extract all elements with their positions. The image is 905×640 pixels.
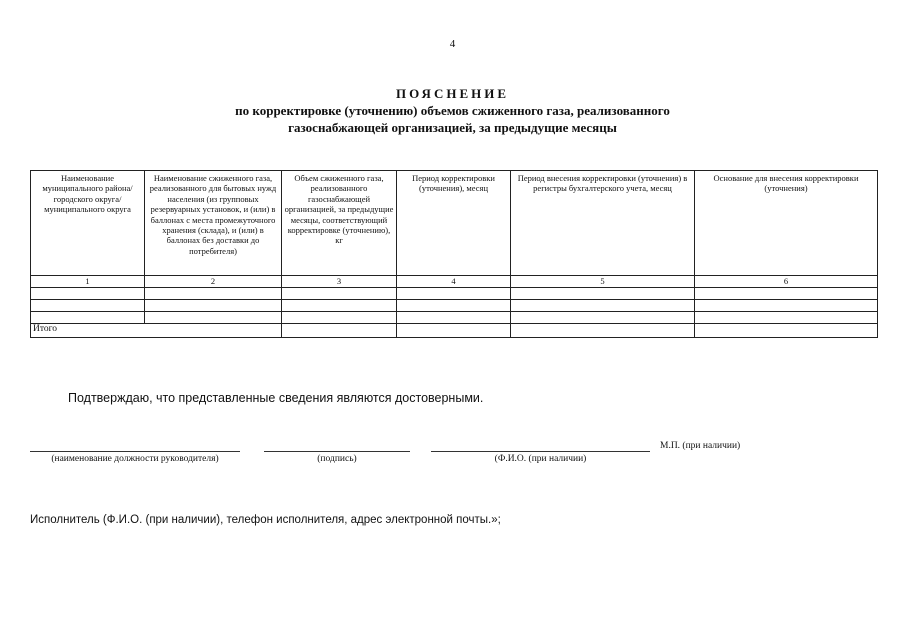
table-cell[interactable]	[145, 300, 282, 312]
total-label: Итого	[31, 324, 282, 338]
header-accounting-period: Период внесения корректировки (уточнения) в регистры бухгалтерского учета, месяц	[511, 171, 695, 276]
table-cell[interactable]	[282, 324, 397, 338]
stamp-label: М.П. (при наличии)	[660, 441, 741, 451]
header-correction-period: Период корректировки (уточнения), месяц	[397, 171, 511, 276]
table-cell[interactable]	[695, 324, 878, 338]
title-line-2: газоснабжающей организацией, за предыдущие месяцы	[288, 120, 617, 135]
column-number: 6	[695, 276, 878, 288]
header-row	[31, 171, 878, 276]
table-cell[interactable]	[397, 288, 511, 300]
header-basis: Основание для внесения корректировки (уточнения)	[695, 171, 878, 276]
table-cell[interactable]	[695, 312, 878, 324]
column-number: 5	[511, 276, 695, 288]
header-gas-name: Наименование сжиженного газа, реализованного для бытовых нужд населения (из групповых резервуарных установок, и (или) в баллонах с места промежуточного хранения (склада), и (или) в баллонах без доставки до потребителя)	[145, 171, 282, 276]
table-cell[interactable]	[282, 300, 397, 312]
document-title	[0, 86, 905, 136]
table-cell[interactable]	[282, 288, 397, 300]
column-number-row	[31, 276, 878, 288]
header-municipality: Наименование муниципального района/ городского округа/ муниципального округа	[31, 171, 145, 276]
page-number: 4	[449, 38, 456, 50]
table-row	[31, 312, 878, 324]
table-cell[interactable]	[511, 300, 695, 312]
signature-caption: (подпись)	[317, 454, 357, 464]
table-cell[interactable]	[397, 324, 511, 338]
table-cell[interactable]	[511, 312, 695, 324]
table-cell[interactable]	[397, 312, 511, 324]
column-number: 2	[145, 276, 282, 288]
executor-line: Исполнитель (Ф.И.О. (при наличии), телефон исполнителя, адрес электронной почты.»;	[30, 514, 501, 526]
position-caption: (наименование должности руководителя)	[51, 454, 219, 464]
column-number: 1	[31, 276, 145, 288]
table-cell[interactable]	[695, 288, 878, 300]
title-main: ПОЯСНЕНИЕ	[395, 86, 510, 101]
table-cell[interactable]	[31, 300, 145, 312]
confirmation-statement: Подтверждаю, что представленные сведения являются достоверными.	[68, 391, 484, 405]
column-number: 4	[397, 276, 511, 288]
title-line-1: по корректировке (уточнению) объемов сжиженного газа, реализованного	[235, 103, 670, 118]
table-row	[31, 288, 878, 300]
name-line[interactable]	[431, 451, 650, 452]
correction-table	[30, 170, 878, 338]
position-line[interactable]	[30, 451, 240, 452]
table-cell[interactable]	[397, 300, 511, 312]
column-number: 3	[282, 276, 397, 288]
table-cell[interactable]	[145, 312, 282, 324]
total-row	[31, 324, 878, 338]
table-cell[interactable]	[145, 288, 282, 300]
table-cell[interactable]	[511, 288, 695, 300]
table-cell[interactable]	[31, 288, 145, 300]
signature-line[interactable]	[264, 451, 410, 452]
header-volume: Объем сжиженного газа, реализованного газоснабжающей организацией, за предыдущие месяцы, соответствующий корректировке (уточнению), кг	[282, 171, 397, 276]
table-cell[interactable]	[695, 300, 878, 312]
table-cell[interactable]	[511, 324, 695, 338]
name-caption: (Ф.И.О. (при наличии)	[494, 454, 587, 464]
table-cell[interactable]	[282, 312, 397, 324]
table-cell[interactable]	[31, 312, 145, 324]
table-row	[31, 300, 878, 312]
